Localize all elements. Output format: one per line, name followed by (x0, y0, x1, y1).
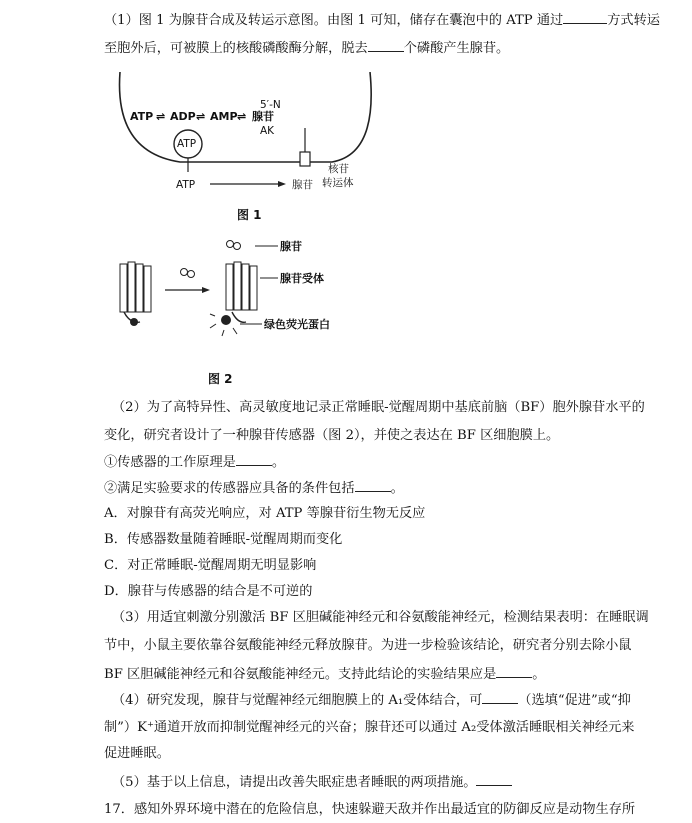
answer-blank[interactable] (482, 690, 518, 704)
fig1-enzyme-ak: AK (260, 125, 275, 137)
fig1-enzyme-5n: 5′-N (260, 99, 281, 111)
receptor-bound-icon (226, 241, 257, 323)
q2-line1: （2）为了高特异性、高灵敏度地记录正常睡眠-觉醒周期中基底前脑（BF）胞外腺苷水平的 (112, 400, 645, 415)
fig1-adenosine: 腺苷 (252, 110, 274, 123)
q4-line2: 制”）K⁺通道开放而抑制觉醒神经元的兴奋；腺苷还可以通过 A₂受体激活睡眠相关神经元来 (104, 720, 635, 735)
fig2-label-adenosine: 腺苷 (280, 240, 302, 253)
q1-text-a: （1）图 1 为腺苷合成及转运示意图。由图 1 可知，储存在囊泡中的 ATP 通过 (104, 13, 564, 28)
q2-line2: 变化，研究者设计了一种腺苷传感器（图 2），并使之表达在 BF 区细胞膜上。 (104, 428, 560, 443)
fig1-amp: AMP (210, 110, 238, 123)
option-d: D．腺苷与传感器的结合是不可逆的 (104, 584, 313, 599)
arrow-icon (278, 181, 286, 187)
answer-blank[interactable] (355, 478, 391, 492)
adenosine-molecule-icon (181, 269, 195, 278)
answer-blank[interactable] (563, 10, 607, 24)
transporter-icon (300, 152, 310, 166)
q5-line1: （5）基于以上信息，请提出改善失眠症患者睡眠的两项措施。 (112, 772, 512, 793)
answer-blank[interactable] (496, 664, 532, 678)
fig1-transporter-label-2: 转运体 (322, 177, 354, 189)
figure-1-diagram (100, 72, 400, 200)
fig1-vesicle-atp: ATP (177, 138, 197, 150)
receptor-unbound-icon (120, 262, 151, 326)
fig2-label-gfp: 绿色荧光蛋白 (264, 318, 330, 331)
option-a: A．对腺苷有高荧光响应，对 ATP 等腺苷衍生物无反应 (104, 506, 426, 521)
fig1-bottom-adenosine: 腺苷 (292, 179, 313, 191)
option-c: C．对正常睡眠-觉醒周期无明显影响 (104, 558, 317, 573)
q1-line2 (104, 38, 509, 59)
q2-sub2: ②满足实验要求的传感器应具备的条件包括 。 (104, 478, 404, 499)
q3-line1: （3）用适宜刺激分别激活 BF 区胆碱能神经元和谷氨酸能神经元，检测结果表明：在睡眠调 (112, 610, 649, 625)
figure-1-caption: 图 1 (237, 208, 262, 222)
svg-text:⇌: ⇌ (156, 110, 166, 123)
svg-text:⇌: ⇌ (237, 110, 247, 123)
answer-blank[interactable] (236, 452, 272, 466)
q4-line3: 促进睡眠。 (104, 746, 170, 761)
q1-line1 (104, 10, 660, 31)
figure-2-caption: 图 2 (208, 372, 233, 386)
figure-2-diagram (110, 232, 370, 342)
q1-text-d: 个磷酸产生腺苷。 (403, 41, 510, 56)
q1-text-b: 方式转运 (607, 13, 660, 28)
fig1-transporter-label-1: 核苷 (328, 163, 349, 175)
q17-line1: 17．感知外界环境中潜在的危险信息，快速躲避天敌并作出最适宜的防御反应是动物生存所 (104, 802, 636, 817)
q3-line2: 节中，小鼠主要依靠谷氨酸能神经元释放腺苷。为进一步检验该结论，研究者分别去除小鼠 (104, 638, 632, 653)
q2-sub1: ①传感器的工作原理是 。 (104, 452, 285, 473)
q1-text-c: 至胞外后，可被膜上的核酸磷酸酶分解，脱去 (104, 41, 368, 56)
q4-line1: （4）研究发现，腺苷与觉醒神经元细胞膜上的 A₁受体结合，可 （选填“促进”或“抑 (112, 690, 631, 711)
q3-line3: BF 区胆碱能神经元和谷氨酸能神经元。支持此结论的实验结果应是 。 (104, 664, 545, 685)
fig1-atp: ATP (130, 110, 154, 123)
fig1-adp: ADP (170, 110, 196, 123)
fluorescence-glow-icon (210, 314, 237, 336)
fig1-bottom-atp: ATP (176, 179, 196, 191)
arrow-icon (202, 287, 210, 293)
svg-text:⇌: ⇌ (196, 110, 206, 123)
answer-blank[interactable] (368, 38, 404, 52)
option-b: B．传感器数量随着睡眠-觉醒周期而变化 (104, 532, 343, 547)
fig2-label-receptor: 腺苷受体 (280, 272, 324, 285)
answer-blank[interactable] (476, 772, 512, 786)
